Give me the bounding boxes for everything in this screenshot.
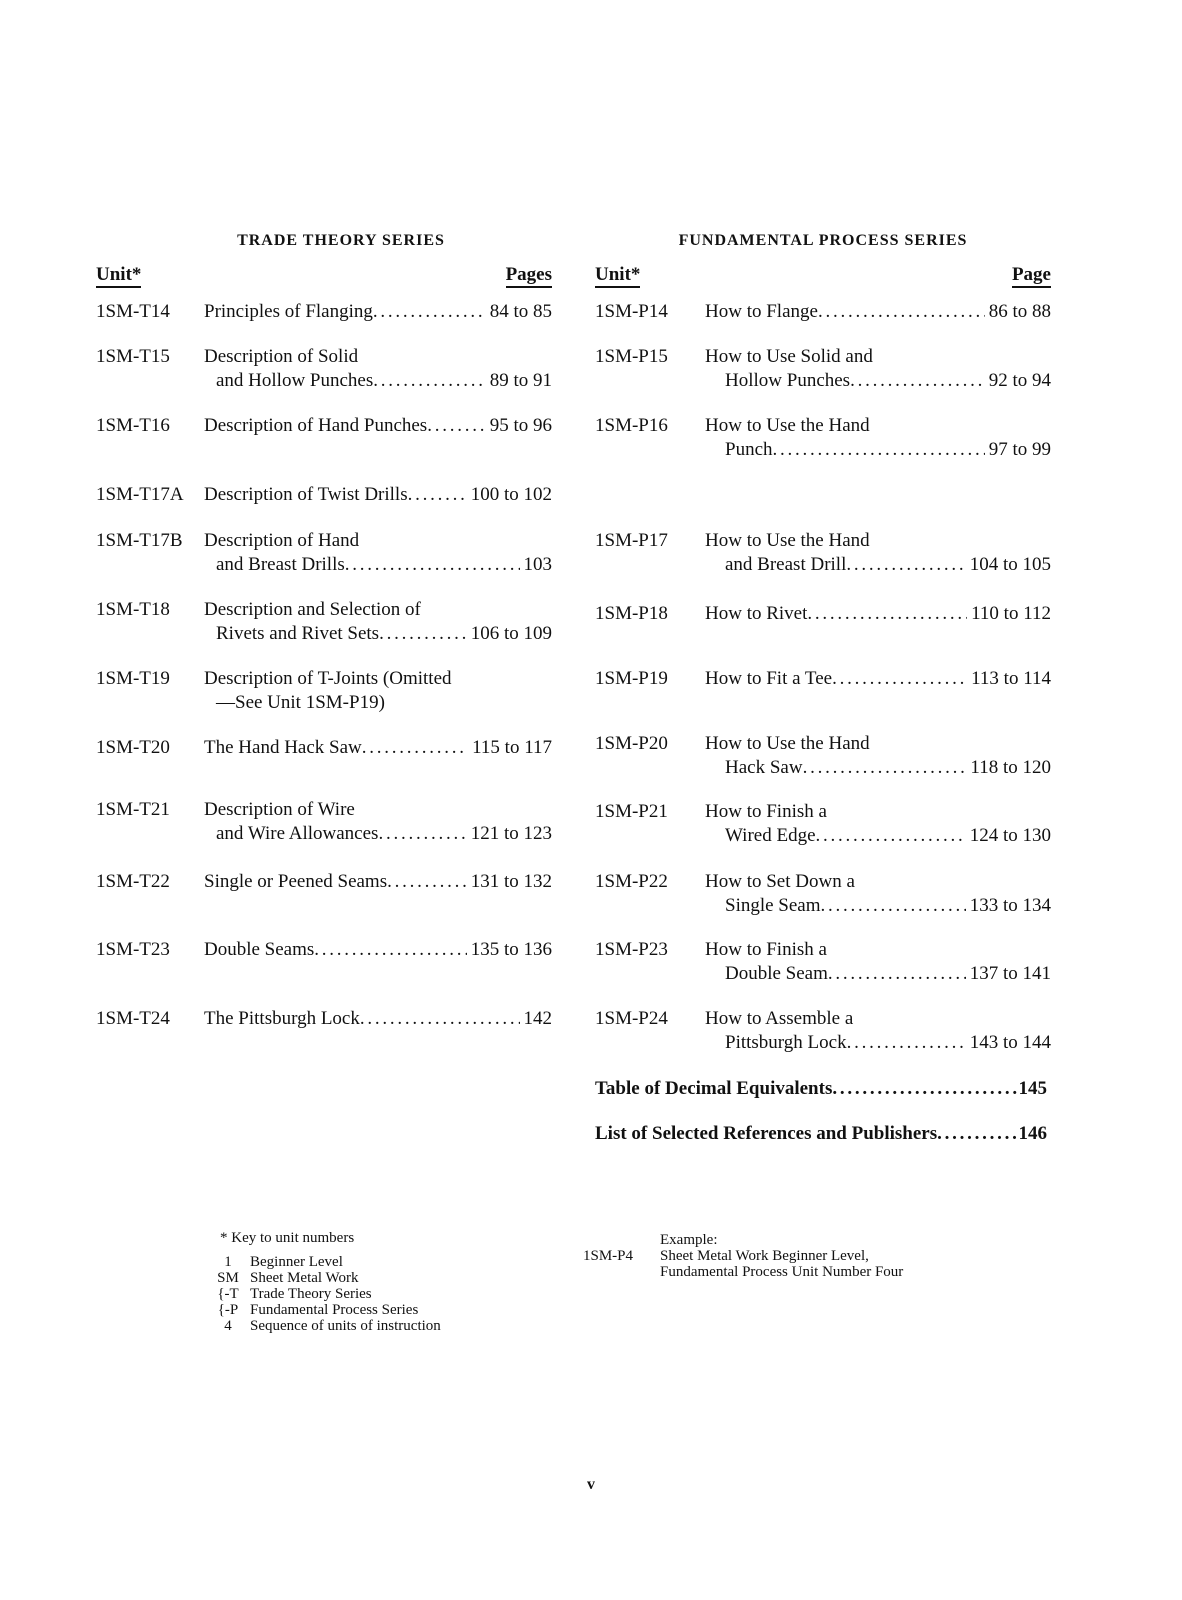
entry-line [204, 622, 552, 646]
entry-description [705, 1007, 1051, 1055]
example-line-1: Sheet Metal Work Beginner Level, [660, 1248, 869, 1264]
entry-line [204, 529, 552, 553]
unit-code: 1SM-T21 [96, 799, 170, 820]
unit-code: 1SM-P18 [595, 603, 668, 624]
key-symbol: {-T [217, 1286, 239, 1302]
unit-code: 1SM-T23 [96, 939, 170, 960]
entry-text: Description of Hand Punches [204, 415, 428, 436]
entry-text: Description of Hand [204, 530, 360, 551]
page-range: 100 to 102 [470, 484, 552, 505]
entry-line [705, 529, 1051, 553]
entry-line [705, 438, 1051, 462]
entry-line [204, 369, 552, 393]
entry-line [204, 414, 552, 438]
entry-description [705, 800, 1051, 848]
trade-theory-title: TRADE THEORY SERIES [237, 232, 445, 249]
leader-dots [803, 756, 967, 780]
unit-code: 1SM-P15 [595, 346, 668, 367]
key-row [206, 1286, 441, 1302]
unit-code: 1SM-P21 [595, 801, 668, 822]
example-line-2: Fundamental Process Unit Number Four [660, 1264, 904, 1280]
leader-dots [345, 553, 520, 577]
entry-text: The Hand Hack Saw [204, 737, 362, 758]
leader-dots [832, 1077, 1018, 1101]
entry-text: and Hollow Punches [216, 370, 374, 391]
page-range: 86 to 88 [988, 301, 1051, 322]
unit-code: 1SM-T16 [96, 415, 170, 436]
entry-line [204, 300, 552, 324]
unit-code: 1SM-T15 [96, 346, 170, 367]
entry-description [204, 938, 552, 962]
entry-text: Description and Selection of [204, 599, 421, 620]
key-row [206, 1302, 441, 1318]
key-row [206, 1270, 441, 1286]
leader-dots [807, 602, 967, 626]
entry-text: Principles of Flanging [204, 301, 373, 322]
page-range: 131 to 132 [470, 871, 552, 892]
page-range: 118 to 120 [970, 757, 1051, 778]
entry-text: Hack Saw [725, 757, 803, 778]
extra-text: List of Selected References and Publishers [595, 1123, 938, 1144]
page-range: 97 to 99 [988, 439, 1051, 460]
page-number: v [587, 1476, 595, 1493]
page-range: 103 [523, 554, 552, 575]
entry-line [204, 667, 552, 691]
entry-text: How to Use the Hand [705, 733, 870, 754]
entry-text: Single Seam [725, 895, 821, 916]
entry-line [204, 736, 552, 760]
entry-description [705, 870, 1051, 918]
page-range: 92 to 94 [988, 370, 1051, 391]
unit-code: 1SM-P17 [595, 530, 668, 551]
entry-line [705, 800, 1051, 824]
page-range: 121 to 123 [470, 823, 552, 844]
unit-code: 1SM-T24 [96, 1008, 170, 1029]
entry-text: and Breast Drills [216, 554, 345, 575]
entry-description [705, 414, 1051, 462]
leader-dots [379, 622, 467, 646]
leader-dots [847, 1031, 966, 1055]
entry-text: Pittsburgh Lock [725, 1032, 847, 1053]
unit-code: 1SM-P20 [595, 733, 668, 754]
page-range: 124 to 130 [969, 825, 1051, 846]
entry-line [705, 870, 1051, 894]
entry-text: and Breast Drill [725, 554, 847, 575]
leader-dots [373, 300, 486, 324]
entry-line [204, 691, 552, 715]
entry-line [204, 598, 552, 622]
entry-line [705, 962, 1051, 986]
page-range: 135 to 136 [470, 939, 552, 960]
example-code: 1SM-P4 [583, 1248, 634, 1264]
trade-theory-column [96, 232, 552, 1029]
unit-number-key [206, 1230, 441, 1334]
leader-dots [832, 667, 967, 691]
entry-line [204, 822, 552, 846]
unit-code: 1SM-T19 [96, 668, 170, 689]
key-description: Sequence of units of instruction [250, 1318, 441, 1334]
extra-pages: 145 [1018, 1078, 1047, 1099]
entry-text: Description of T-Joints (Omitted [204, 668, 452, 689]
unit-code: 1SM-P14 [595, 301, 668, 322]
entry-text: Double Seam [725, 963, 828, 984]
entry-text: Wired Edge [725, 825, 816, 846]
page-range: 113 to 114 [971, 668, 1051, 689]
key-symbol: 1 [224, 1254, 232, 1270]
example-block [583, 1232, 903, 1280]
unit-code: 1SM-T17B [96, 530, 183, 551]
entry-text: The Pittsburgh Lock [204, 1008, 360, 1029]
entry-description [204, 736, 552, 760]
key-row [206, 1318, 441, 1334]
extra-text: Table of Decimal Equivalents [595, 1078, 833, 1099]
key-symbol: 4 [224, 1318, 232, 1334]
trade-theory-header [96, 264, 552, 292]
page-range: 95 to 96 [489, 415, 552, 436]
page-range: 115 to 117 [472, 737, 552, 758]
unit-code: 1SM-T14 [96, 301, 170, 322]
entry-description [204, 414, 552, 438]
entry-description [204, 870, 552, 894]
key-symbol: {-P [217, 1302, 239, 1318]
leader-dots [378, 822, 466, 846]
fundamental-process-column [595, 232, 1051, 1053]
entry-text: Description of Solid [204, 346, 359, 367]
fundamental-process-header [595, 264, 1051, 292]
entry-description [705, 602, 1051, 626]
entry-line [705, 1031, 1051, 1055]
unit-header: Unit* [96, 264, 141, 288]
entry-description [204, 1007, 552, 1031]
extra-pages: 146 [1018, 1123, 1047, 1144]
key-description: Beginner Level [250, 1254, 343, 1270]
entry-description [705, 300, 1051, 324]
page-range: 104 to 105 [969, 554, 1051, 575]
entry-text: How to Assemble a [705, 1008, 854, 1029]
page-range: 142 [523, 1008, 552, 1029]
leader-dots [850, 369, 985, 393]
entry-description [204, 529, 552, 577]
page-range: 143 to 144 [969, 1032, 1051, 1053]
key-description: Trade Theory Series [250, 1286, 372, 1302]
entry-text: and Wire Allowances [216, 823, 379, 844]
entry-text: How to Set Down a [705, 871, 855, 892]
page-range: 137 to 141 [969, 963, 1051, 984]
entry-description [705, 732, 1051, 780]
pages-header: Pages [506, 264, 552, 288]
leader-dots [773, 438, 985, 462]
unit-code: 1SM-P23 [595, 939, 668, 960]
entry-description [204, 667, 552, 715]
entry-text: How to Fit a Tee [705, 668, 833, 689]
entry-line [204, 345, 552, 369]
entry-text: How to Use the Hand [705, 415, 870, 436]
entry-line [705, 667, 1051, 691]
page-range: 89 to 91 [489, 370, 552, 391]
unit-code: 1SM-P22 [595, 871, 668, 892]
entry-text: Double Seams [204, 939, 315, 960]
leader-dots [828, 962, 966, 986]
unit-code: 1SM-T18 [96, 599, 170, 620]
unit-code: 1SM-P16 [595, 415, 668, 436]
entry-description [204, 300, 552, 324]
entry-line [705, 414, 1051, 438]
unit-code: 1SM-P19 [595, 668, 668, 689]
key-symbol: SM [217, 1270, 239, 1286]
key-title: * Key to unit numbers [220, 1230, 355, 1246]
entry-text: Single or Peened Seams [204, 871, 388, 892]
leader-dots [821, 894, 966, 918]
page-range: 84 to 85 [489, 301, 552, 322]
entry-text: How to Finish a [705, 939, 827, 960]
entry-line [705, 300, 1051, 324]
decimal-equivalents-line [595, 1077, 1047, 1101]
leader-dots [427, 414, 486, 438]
leader-dots [937, 1122, 1018, 1146]
entry-line [705, 894, 1051, 918]
entry-description [705, 529, 1051, 577]
entry-text: How to Use the Hand [705, 530, 870, 551]
entry-text: Hollow Punches [725, 370, 851, 391]
entry-description [204, 598, 552, 646]
entry-text: How to Flange [705, 301, 818, 322]
entry-line [705, 553, 1051, 577]
unit-code: 1SM-T22 [96, 871, 170, 892]
leader-dots [846, 553, 965, 577]
unit-header: Unit* [595, 264, 640, 288]
leader-dots [360, 1007, 520, 1031]
leader-dots [408, 483, 467, 507]
page-range: 106 to 109 [470, 623, 552, 644]
entry-description [204, 483, 552, 507]
fundamental-process-title: FUNDAMENTAL PROCESS SERIES [678, 232, 968, 249]
entry-line [705, 369, 1051, 393]
unit-code: 1SM-P24 [595, 1008, 668, 1029]
entry-description [204, 798, 552, 846]
entry-text: How to Use Solid and [705, 346, 873, 367]
leader-dots [818, 300, 985, 324]
entry-text: Description of Wire [204, 799, 355, 820]
entry-line [204, 870, 552, 894]
key-description: Fundamental Process Series [250, 1302, 419, 1318]
entry-text: —See Unit 1SM-P19) [216, 692, 385, 713]
entry-text: Punch [725, 439, 773, 460]
entry-text: Description of Twist Drills [204, 484, 408, 505]
entry-description [705, 345, 1051, 393]
page-header: Page [1012, 264, 1051, 288]
entry-text: How to Finish a [705, 801, 827, 822]
entry-line [705, 938, 1051, 962]
leader-dots [387, 870, 467, 894]
entry-line [705, 756, 1051, 780]
entry-description [204, 345, 552, 393]
page-range: 110 to 112 [971, 603, 1051, 624]
entry-text: How to Rivet [705, 603, 808, 624]
leader-dots [314, 938, 466, 962]
entry-line [204, 938, 552, 962]
example-title: Example: [660, 1232, 718, 1248]
leader-dots [816, 824, 966, 848]
entry-description [705, 667, 1051, 691]
key-description: Sheet Metal Work [250, 1270, 359, 1286]
leader-dots [362, 736, 468, 760]
unit-code: 1SM-T17A [96, 484, 184, 505]
entry-line [705, 732, 1051, 756]
references-line [595, 1122, 1047, 1146]
entry-line [204, 553, 552, 577]
entry-line [705, 602, 1051, 626]
unit-code: 1SM-T20 [96, 737, 170, 758]
entry-line [705, 824, 1051, 848]
key-row [206, 1254, 441, 1270]
entry-line [204, 798, 552, 822]
page-range: 133 to 134 [969, 895, 1051, 916]
entry-line [204, 1007, 552, 1031]
entry-line [204, 483, 552, 507]
leader-dots [373, 369, 485, 393]
entry-line [705, 1007, 1051, 1031]
entry-line [705, 345, 1051, 369]
entry-description [705, 938, 1051, 986]
entry-text: Rivets and Rivet Sets [216, 623, 380, 644]
